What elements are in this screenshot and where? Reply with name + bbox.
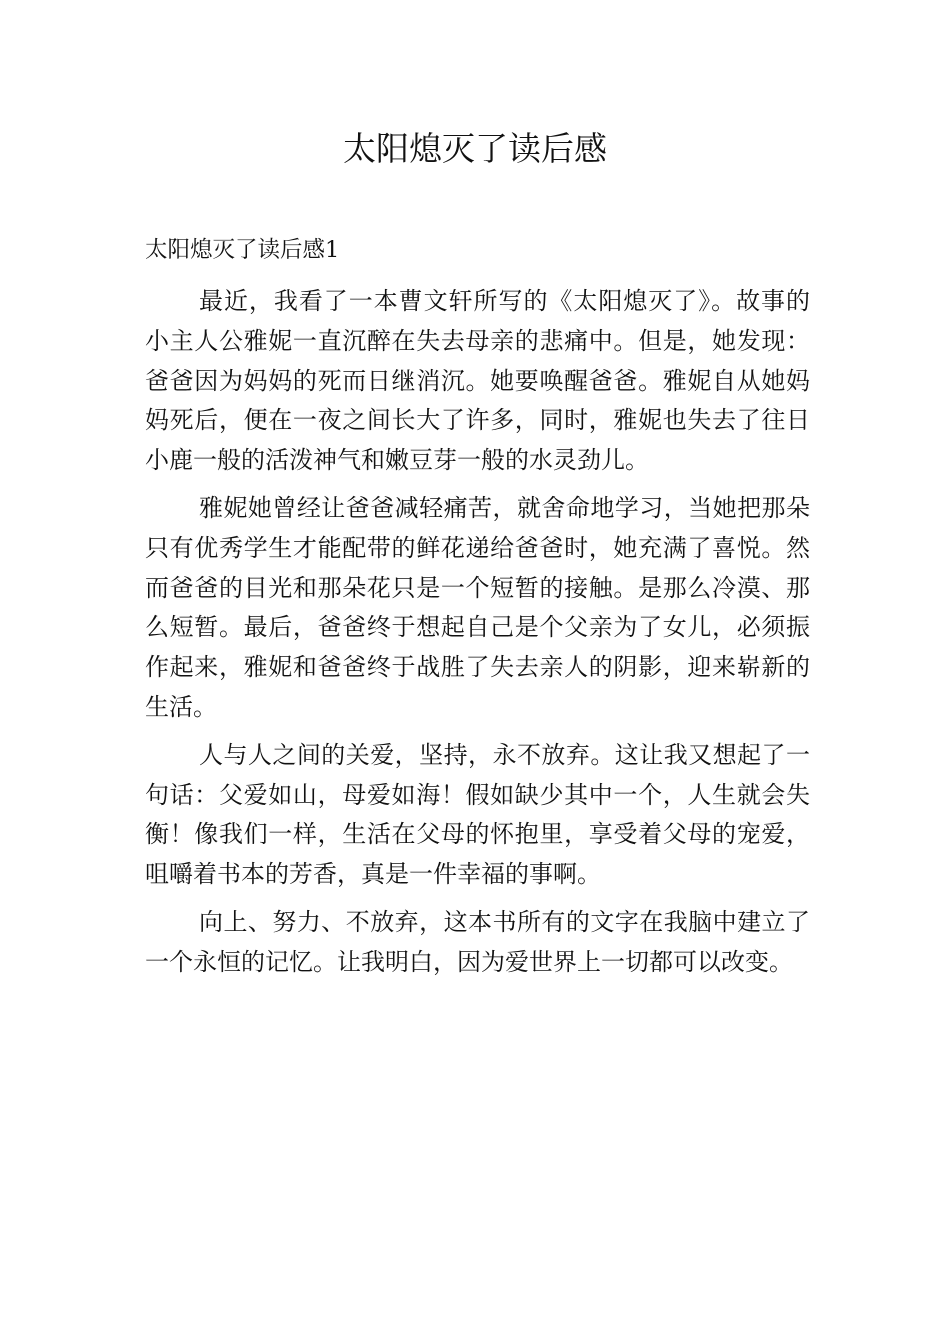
paragraph-1: 最近，我看了一本曹文轩所写的《太阳熄灭了》。故事的小主人公雅妮一直沉醉在失去母亲的悲痛中。但是，她发现：爸爸因为妈妈的死而日继消沉。她要唤醒爸爸。雅妮自从她妈妈死后，便在一夜之间长大了许多，同时，雅妮也失去了往日小鹿一般的活泼神气和嫩豆芽一般的水灵劲儿。 — [145, 287, 810, 475]
paragraph-2: 雅妮她曾经让爸爸减轻痛苦，就舍命地学习，当她把那朵只有优秀学生才能配带的鲜花递给爸爸时，她充满了喜悦。然而爸爸的目光和那朵花只是一个短暂的接触。是那么冷漠、那么短暂。最后，爸爸终于想起自己是个父亲为了女儿，必须振作起来，雅妮和爸爸终于战胜了失去亲人的阴影，迎来崭新的生活。 — [145, 493, 810, 721]
document-title: 太阳熄灭了读后感 — [343, 129, 607, 168]
paragraph-4: 向上、努力、不放弃，这本书所有的文字在我脑中建立了一个永恒的记忆。让我明白，因为爱世界上一切都可以改变。 — [145, 907, 810, 976]
section-heading: 太阳熄灭了读后感1 — [145, 237, 340, 263]
document-body — [145, 230, 810, 983]
paragraph-3: 人与人之间的关爱，坚持，永不放弃。这让我又想起了一句话：父爱如山，母爱如海！假如缺少其中一个，人生就会失衡！像我们一样，生活在父母的怀抱里，享受着父母的宠爱，咀嚼着书本的芳香，真是一件幸福的事啊。 — [145, 740, 810, 889]
